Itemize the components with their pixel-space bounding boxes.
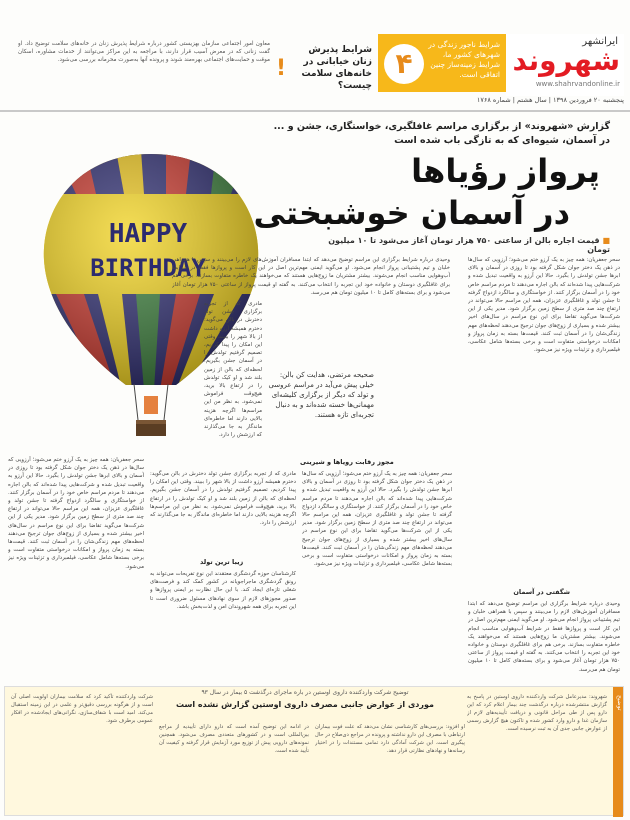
column-top-middle-text: وحیدی درباره شرایط برگزاری این مراسم توضیح می‌دهد که ابتدا مسافران آموزش‌های لازم را می‌بینند و سپس با همراهی خلبان و تیم پشتیبانی پرواز انجام می‌شود. او می‌گوید ایمنی مهم‌ترین اصل در این کار است و پروازها فقط در شرایط آب‌وهوایی مناسب انجام می‌شوند. بیشتر مشتریان ما زوج‌هایی هستند که می‌خواهند یک خاطره متفاوت بسازند. برخی هم برای غافلگیری دوستان و خانواده خود این تجربه را انتخاب می‌کنند. به گفته او قیمت پرواز از ساعتی ۷۵۰ هزار تومان آغاز می‌شود و برای بسته‌های کامل تا ۱۰ میلیون تومان هم می‌رسد. <box>172 257 450 296</box>
teaser-title: شرایط پذیرش زنان خیابانی در خانه‌های سلامت چیست؟ <box>301 45 372 91</box>
notice-column-3: در ادامه این توضیح آمده است که دارو دارای تأییدیه از مراجع بین‌المللی است و در کشورهای متعددی مصرف می‌شود. همچنین نمونه‌های دارویی پیش از توزیع مورد آزمایش قرار گرفته و کیفیت آن تأیید شده است. <box>159 724 309 754</box>
headline-line-1: پرواز رؤیاها <box>411 152 600 190</box>
column-right-lower-text: وحیدی درباره شرایط برگزاری این مراسم توضیح می‌دهد که ابتدا مسافران آموزش‌های لازم را می‌بینند و سپس با همراهی خلبان و تیم پشتیبانی پرواز انجام می‌شود. او می‌گوید ایمنی مهم‌ترین اصل در این کار است و پروازها فقط در شرایط آب‌وهوایی مناسب انجام می‌شوند. بیشتر مشتریان ما زوج‌هایی هستند که می‌خواهند یک خاطره متفاوت بسازند. برخی هم برای غافلگیری دوستان و خانواده خود این تجربه را انتخاب می‌کنند. به گفته او قیمت پرواز از ساعتی ۷۵۰ هزار تومان آغاز می‌شود و برای بسته‌های کامل تا ۱۰ میلیون تومان هم می‌رسد. <box>468 601 620 673</box>
exclamation-icon: ! <box>276 56 287 81</box>
article-kicker: گزارش «شهروند» از برگزاری مراسم غافلگیری، خواستگاری، جشن و ... در آسمان، شیوه‌ای که به تازگی باب شده است <box>273 121 610 146</box>
dateline: پنجشنبه ۲۰ فروردین ۱۳۹۸ | سال هشتم | شماره ۱۷۶۸ <box>476 96 624 104</box>
notice-kicker: توضیح شرکت واردکننده داروی اوستین در باره ماجرای درگذشت ۵ بیمار در سال ۹۳ <box>201 689 409 696</box>
masthead <box>0 0 630 112</box>
article-column-center-left <box>150 470 296 556</box>
subhead-shock: شگفتی در آسمان <box>513 588 570 596</box>
notice-strip <box>613 687 623 817</box>
article-column-balloon-side <box>204 300 262 440</box>
website-url: www.shahrvandonline.ir <box>535 80 620 88</box>
article-column-center-left-lower <box>150 570 296 680</box>
article-column-right <box>468 256 620 582</box>
article-column-middle <box>302 470 452 680</box>
pull-quote: صحیحه مرتضی، هدایت کن بالن: خیلی پیش می‌آید در مراسم عروسی و تولد که دیگر از برگزاری کلیشه‌ای مهمانی‌ها خسته شده‌اند و به دنبال تجربه‌ای تازه هستند. <box>268 371 374 419</box>
article-subhead <box>310 236 610 254</box>
article-column-left <box>8 456 144 680</box>
promo-text: شرایط ناجور زندگی در شهرهای کشور ما، شرایط زمینه‌ساز چنین اتفاقی است. <box>428 40 500 79</box>
column-middle-text: سحر جعفریان: همه چیز به یک آرزو ختم می‌شود؛ آرزویی که سال‌ها در ذهن یک دختر جوان شکل گرفته بود تا روزی در آسمان و بالای ابرها جشن تولدش را بگیرد. حالا این آرزو به واقعیت تبدیل شده و شرکت‌هایی پیدا شده‌اند که بالن اجاره می‌دهند تا مردم مراسم خاص خود را در آسمان برگزار کنند. از خواستگاری و سالگرد ازدواج گرفته تا جشن تولد و غافلگیری عزیزان، همه این مراسم حالا می‌تواند در ارتفاع چند صد متری از سطح زمین برگزار شود. مدیر یکی از این شرکت‌ها می‌گوید تقاضا برای این نوع مراسم در سال‌های اخیر بیشتر شده و بسیاری از زوج‌های جوان ترجیح می‌دهند لحظه‌های مهم زندگی‌شان را در آسمان ثبت کنند. قیمت‌ها بسته به زمان پرواز و امکانات درخواستی متفاوت است و برخی بسته‌ها شامل عکاسی، فیلمبرداری و تزئینات ویژه نیز می‌شود. <box>302 471 452 568</box>
page-number-badge: ۴ <box>384 44 424 84</box>
headline-line-2: در آسمان خوشبختی <box>253 194 570 232</box>
notice-column-4: شرکت واردکننده تأکید کرد که سلامت بیماران اولویت اصلی آن است و از هرگونه بررسی دقیق‌تر و علمی در این زمینه استقبال می‌کند. امید است با شفاف‌سازی، نگرانی‌های ایجادشده در افکار عمومی برطرف شود. <box>11 694 153 724</box>
newspaper-logo[interactable] <box>506 34 624 96</box>
logo-text: شهروند <box>512 44 620 77</box>
notice-headline: موردی از عوارض جانبی مصرف داروی اوستین گزارش نشده است <box>176 700 434 709</box>
column-center-left-lower-text: کارشناسان حوزه گردشگری معتقدند این نوع تفریحات می‌تواند به رونق گردشگری ماجراجویانه در کشور کمک کند و فرصت‌های شغلی تازه‌ای ایجاد کند. با این حال نظارت بر ایمنی پروازها و صدور مجوزهای لازم از سوی نهادهای مسئول ضروری است تا این تجربه برای همه شهروندان امن و لذت‌بخش باشد. <box>150 571 296 610</box>
notice-box <box>4 686 624 816</box>
column-balloon-side-text: مادری که از تجربه برگزاری جشن تولد دخترش در بالن می‌گوید: دخترم همیشه آرزو داشت از بالا شهر را ببیند. وقتی این امکان را پیدا کردیم، تصمیم گرفتیم تولدش را در آسمان جشن بگیریم. لحظه‌ای که بالن از زمین بلند شد و او کیک تولدش را در ارتفاع بالا برید، هیچ‌وقت فراموش نمی‌شود. به نظر من این مراسم‌ها اگرچه هزینه بالایی دارند اما خاطره‌ای ماندگار به جا می‌گذارند که ارزشش را دارد. <box>204 301 262 439</box>
notice-column-1: شهروند: مدیرعامل شرکت واردکننده داروی اوستین در پاسخ به گزارش منتشرشده درباره درگذشت چند بیمار اعلام کرد که این دارو پس از طی مراحل قانونی و دریافت تأییدیه‌های لازم از سازمان غذا و دارو وارد کشور شده و تاکنون هیچ گزارش رسمی از عوارض جانبی جدی آن به ثبت نرسیده است. <box>467 694 607 732</box>
page-promo-box[interactable] <box>378 34 506 92</box>
subhead-text: قیمت اجاره بالن از ساعتی ۷۵۰ هزار تومان آغاز می‌شود تا ۱۰ میلیون تومان <box>328 236 610 254</box>
article-column-right-lower <box>468 600 620 680</box>
column-left-text: سحر جعفریان: همه چیز به یک آرزو ختم می‌شود؛ آرزویی که سال‌ها در ذهن یک دختر جوان شکل گرفته بود تا روزی در آسمان و بالای ابرها جشن تولدش را بگیرد. حالا این آرزو به واقعیت تبدیل شده و شرکت‌هایی پیدا شده‌اند که بالن اجاره می‌دهند تا مردم مراسم خاص خود را در آسمان برگزار کنند. از خواستگاری و سالگرد ازدواج گرفته تا جشن تولد و غافلگیری عزیزان، همه این مراسم حالا می‌تواند در ارتفاع چند صد متری از سطح زمین برگزار شود. مدیر یکی از این شرکت‌ها می‌گوید تقاضا برای این نوع مراسم در سال‌های اخیر بیشتر شده و بسیاری از زوج‌های جوان ترجیح می‌دهند لحظه‌های مهم زندگی‌شان را در آسمان ثبت کنند. قیمت‌ها بسته به زمان پرواز و امکانات درخواستی متفاوت است و برخی بسته‌ها شامل عکاسی، فیلمبرداری و تزئینات ویژه نیز می‌شود. <box>8 457 144 570</box>
balloon-text-birthday: BIRTHDAY <box>90 254 206 282</box>
balloon-text-happy: HAPPY <box>108 219 188 249</box>
notice-column-2: او افزود: بررسی‌های کارشناسی نشان می‌دهد که علت فوت بیماران ارتباطی با مصرف این دارو نداشته و پرونده در مراجع ذی‌صلاح در حال پیگیری است. این شرکت آمادگی دارد تمامی مستندات را در اختیار رسانه‌ها و نهادهای نظارتی قرار دهد. <box>315 724 465 754</box>
column-center-left-text: مادری که از تجربه برگزاری جشن تولد دخترش در بالن می‌گوید: دخترم همیشه آرزو داشت از بالا شهر را ببیند. وقتی این امکان را پیدا کردیم، تصمیم گرفتیم تولدش را در آسمان جشن بگیریم. لحظه‌ای که بالن از زمین بلند شد و او کیک تولدش را در ارتفاع بالا برید، هیچ‌وقت فراموش نمی‌شود. به نظر من این مراسم‌ها اگرچه هزینه بالایی دارند اما خاطره‌ای ماندگار به جا می‌گذارند که ارزشش را دارد. <box>150 471 296 527</box>
subhead-competition: مجوز رقابت رویا‌ها و شیرینی <box>300 458 394 466</box>
teaser[interactable] <box>276 40 372 92</box>
teaser-body: معاون امور اجتماعی سازمان بهزیستی کشور درباره شرایط پذیرش زنان در خانه‌های سلامت توضیح داد. او گفت زنانی که در معرض آسیب قرار دارند، با مراجعه به این مراکز می‌توانند از خدمات مشاوره، اسکان موقت و حمایت‌های اجتماعی بهره‌مند شوند و پرونده آنها به‌صورت محرمانه بررسی می‌شود. <box>18 41 270 63</box>
notice-strip-label: توضیح <box>616 695 623 711</box>
bullet-icon: ■ <box>602 236 610 245</box>
logo-subtitle: ایرانشهر <box>582 36 618 47</box>
column-right-text: سحر جعفریان: همه چیز به یک آرزو ختم می‌شود؛ آرزویی که سال‌ها در ذهن یک دختر جوان شکل گرفته بود تا روزی در آسمان و بالای ابرها جشن تولدش را بگیرد. حالا این آرزو به واقعیت تبدیل شده و شرکت‌هایی پیدا شده‌اند که بالن اجاره می‌دهند تا مردم مراسم خاص خود را در آسمان برگزار کنند. از خواستگاری و سالگرد ازدواج گرفته تا جشن تولد و غافلگیری عزیزان، همه این مراسم حالا می‌تواند در ارتفاع چند صد متری از سطح زمین برگزار شود. مدیر یکی از این شرکت‌ها می‌گوید تقاضا برای این نوع مراسم در سال‌های اخیر بیشتر شده و بسیاری از زوج‌های جوان ترجیح می‌دهند لحظه‌های مهم زندگی‌شان را در آسمان ثبت کنند. قیمت‌ها بسته به زمان پرواز و امکانات درخواستی متفاوت است و برخی بسته‌ها شامل عکاسی، فیلمبرداری و تزئینات ویژه نیز می‌شود. <box>468 257 620 354</box>
subhead-birthday: زیبا ترین تولد <box>200 558 244 566</box>
